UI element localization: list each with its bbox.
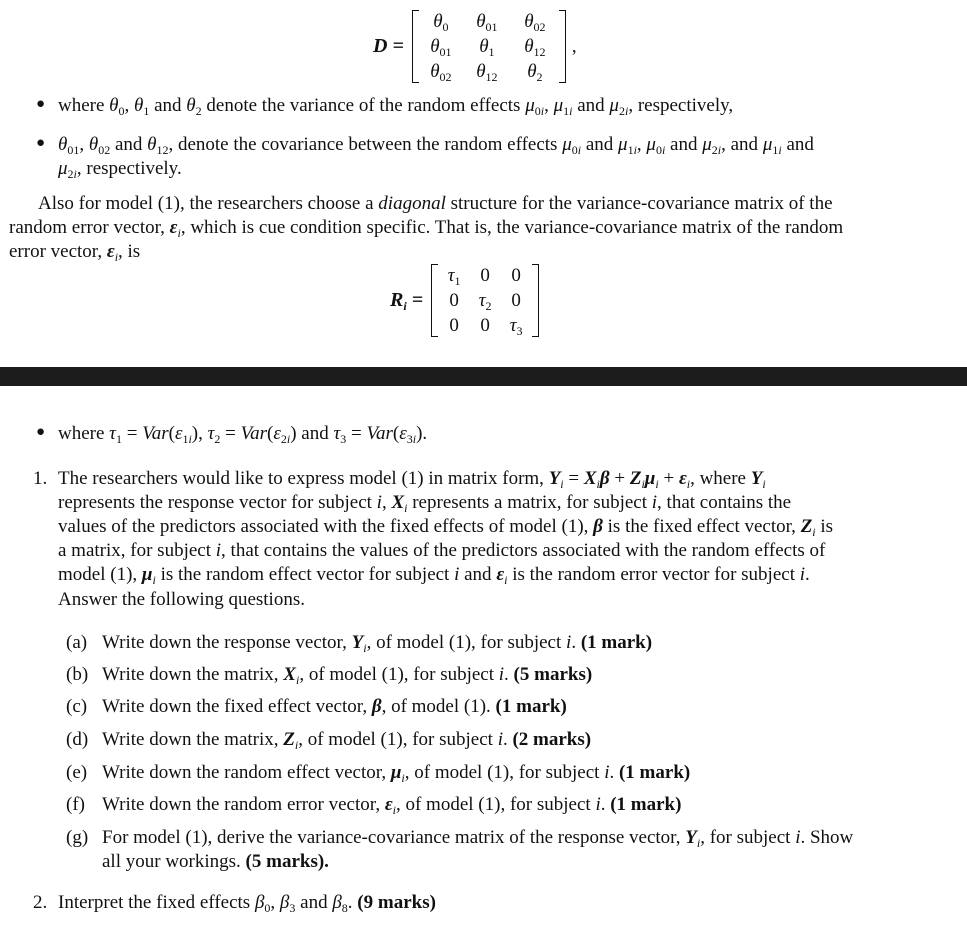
matrix-r-body <box>431 264 539 337</box>
matrix-cell: 0 <box>511 290 521 311</box>
matrix-cell: $\theta_{02}$ <box>430 61 452 84</box>
matrix-cell: 0 <box>511 265 521 286</box>
matrix-r <box>390 264 539 337</box>
matrix-cell: $\theta_1$ <box>479 36 495 59</box>
matrix-d: D = $\theta_0$ $\theta_{01}$ $\theta_{02}$ $\theta_{01}$ $\theta_1$ $\theta_{12}$ $\theta_{02}$ $\theta_{12}$ $\theta_2$ , <box>373 11 577 84</box>
matrix-cell: $\tau_2$ <box>478 290 492 313</box>
matrix-d-body <box>412 10 566 83</box>
matrix-cell: $\theta_{01}$ <box>476 11 498 34</box>
matrix-cell: $\theta_{02}$ <box>524 11 546 34</box>
matrix-cell: $\theta_{12}$ <box>476 61 498 84</box>
matrix-cell: $\tau_3$ <box>509 315 523 338</box>
matrix-cell: $\tau_1$ <box>447 265 461 288</box>
matrix-cell: 0 <box>480 265 490 286</box>
matrix-r-label: $R_i$ = <box>390 289 424 313</box>
matrix-cell: 0 <box>449 290 459 311</box>
matrix-cell: 0 <box>480 315 490 336</box>
page-divider-bar <box>0 367 967 386</box>
matrix-cell: $\theta_2$ <box>527 61 543 84</box>
question-1-number: 1. <box>33 468 48 489</box>
matrix-cell: $\theta_0$ <box>433 11 449 34</box>
matrix-cell: 0 <box>449 315 459 336</box>
matrix-cell: $\theta_{12}$ <box>524 36 546 59</box>
matrix-d-label: D = <box>373 35 404 57</box>
matrix-cell: $\theta_{01}$ <box>430 36 452 59</box>
